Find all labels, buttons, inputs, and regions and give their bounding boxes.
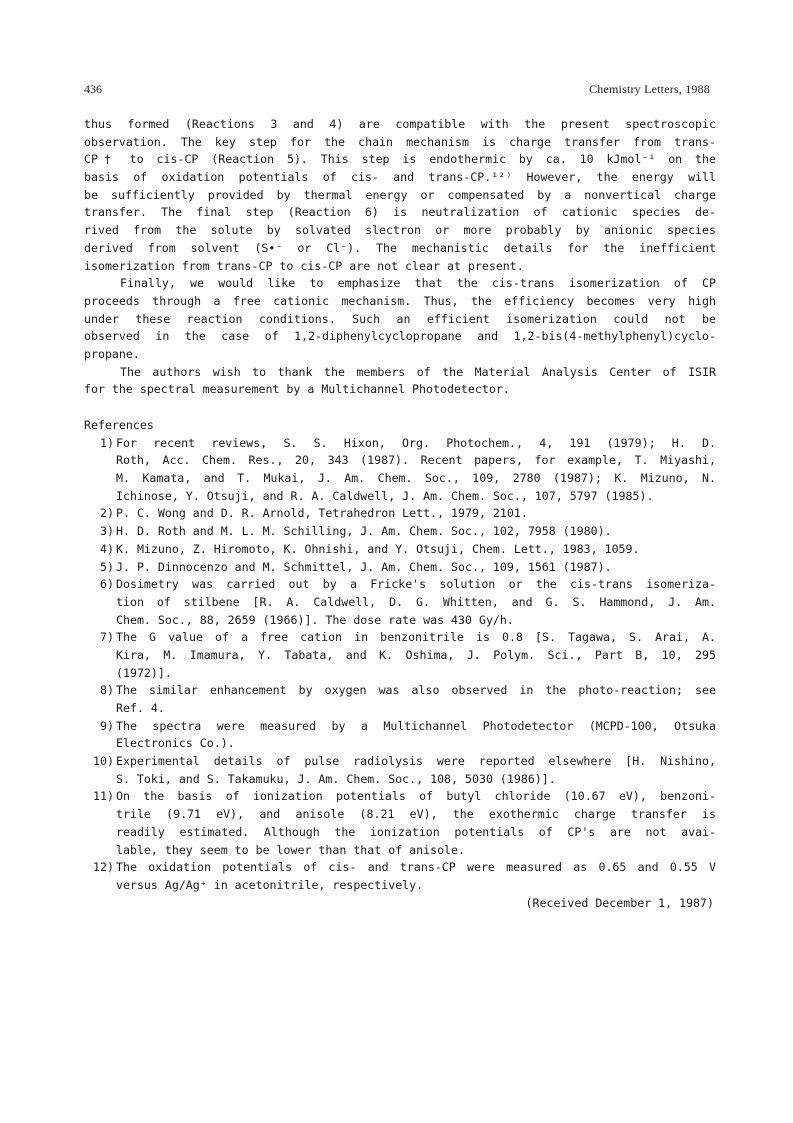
reference-item bbox=[84, 559, 716, 577]
text-line: isomerization from trans-CP to cis-CP are not clear at present. bbox=[84, 258, 524, 273]
reference-line: On the basis of ionization potentials of butyl chloride (10.67 eV), benzoni- bbox=[116, 789, 716, 804]
reference-item bbox=[84, 718, 716, 753]
references-heading: References bbox=[84, 418, 154, 432]
reference-line: Roth, Acc. Chem. Res., 20, 343 (1987). Recent papers, for example, T. Miyashi, bbox=[116, 453, 716, 468]
reference-line: J. P. Dinnocenzo and M. Schmittel, J. Am. Chem. Soc., 109, 1561 (1987). bbox=[116, 559, 612, 574]
text-line: observation. The key step for the chain mechanism is charge transfer from trans- bbox=[84, 134, 716, 149]
reference-line: Experimental details of pulse radiolysis were reported elsewhere [H. Nishino, bbox=[116, 754, 716, 769]
reference-line: The similar enhancement by oxygen was also observed in the photo-reaction; see bbox=[116, 683, 716, 698]
reference-line: M. Kamata, and T. Mukai, J. Am. Chem. Soc., 109, 2780 (1987); K. Mizuno, N. bbox=[116, 471, 716, 486]
reference-number: 7) bbox=[100, 630, 114, 645]
paragraph-conclusion bbox=[84, 275, 716, 363]
reference-item bbox=[84, 435, 716, 506]
text-line: transfer. The final step (Reaction 6) is neutralization of cationic species de- bbox=[84, 205, 716, 220]
reference-item bbox=[84, 788, 716, 859]
text-line: for the spectral measurement by a Multichannel Photodetector. bbox=[84, 382, 510, 397]
reference-item bbox=[84, 682, 716, 717]
reference-item bbox=[84, 629, 716, 682]
reference-number: 5) bbox=[100, 559, 114, 574]
reference-number: 3) bbox=[100, 524, 114, 539]
reference-item bbox=[84, 505, 716, 523]
reference-line: trile (9.71 eV), and anisole (8.21 eV), the exothermic charge transfer is bbox=[116, 807, 716, 822]
reference-line: tion of stilbene [R. A. Caldwell, D. G. Whitten, and G. S. Hammond, J. Am. bbox=[116, 594, 716, 609]
text-line: rived from the solute by solvated slectron or more probably by anionic species bbox=[84, 223, 716, 238]
reference-line: For recent reviews, S. S. Hixon, Org. Photochem., 4, 191 (1979); H. D. bbox=[116, 435, 716, 450]
reference-line: Dosimetry was carried out by a Fricke's solution or the cis-trans isomeriza- bbox=[116, 577, 716, 592]
reference-number: 10) bbox=[93, 754, 114, 769]
journal-citation: Chemistry Letters, 1988 bbox=[589, 82, 710, 96]
reference-line: readily estimated. Although the ionization potentials of CP's are not avai- bbox=[116, 824, 716, 839]
received-date: (Received December 1, 1987) bbox=[525, 895, 714, 910]
reference-line: (1972)]. bbox=[116, 665, 172, 680]
text-line: Finally, we would like to emphasize that the cis-trans isomerization of CP bbox=[120, 276, 716, 291]
reference-number: 2) bbox=[100, 506, 114, 521]
reference-item bbox=[84, 523, 716, 541]
reference-number: 6) bbox=[100, 577, 114, 592]
paragraph-acknowledgement bbox=[84, 364, 716, 399]
reference-line: H. D. Roth and M. L. M. Schilling, J. Am. Chem. Soc., 102, 7958 (1980). bbox=[116, 524, 612, 539]
reference-line: Kira, M. Imamura, Y. Tabata, and K. Oshima, J. Polym. Sci., Part B, 10, 295 bbox=[116, 647, 716, 662]
text-line: proceeds through a free cationic mechanism. Thus, the efficiency becomes very high bbox=[84, 293, 716, 308]
reference-line: Ref. 4. bbox=[116, 701, 165, 715]
reference-line: versus Ag/Ag⁺ in acetonitrile, respectively. bbox=[116, 877, 424, 892]
article-body bbox=[84, 116, 716, 912]
reference-line: The G value of a free cation in benzonitrile is 0.8 [S. Tagawa, S. Arai, A. bbox=[116, 630, 716, 645]
text-line: thus formed (Reactions 3 and 4) are compatible with the present spectroscopic bbox=[84, 117, 716, 131]
text-line: CP† to cis-CP (Reaction 5). This step is endothermic by ca. 10 kJmol⁻¹ on the bbox=[84, 152, 716, 167]
reference-line: lable, they seem to be lower than that of anisole. bbox=[116, 842, 466, 857]
reference-line: S. Toki, and S. Takamuku, J. Am. Chem. Soc., 108, 5030 (1986)]. bbox=[116, 771, 556, 786]
reference-number: 1) bbox=[100, 435, 114, 450]
reference-line: The oxidation potentials of cis- and trans-CP were measured as 0.65 and 0.55 V bbox=[116, 860, 716, 875]
section-gap bbox=[84, 399, 716, 417]
reference-item bbox=[84, 859, 716, 894]
text-line: The authors wish to thank the members of the Material Analysis Center of ISIR bbox=[120, 364, 716, 379]
text-line: be sufficiently provided by thermal energy or compensated by a nonvertical charge bbox=[84, 187, 716, 202]
reference-line: Ichinose, Y. Otsuji, and R. A. Caldwell, J. Am. Chem. Soc., 107, 5797 (1985). bbox=[116, 488, 654, 503]
reference-line: K. Mizuno, Z. Hiromoto, K. Ohnishi, and Y. Otsuji, Chem. Lett., 1983, 1059. bbox=[116, 541, 640, 556]
text-line: observed in the case of 1,2-diphenylcyclopropane and 1,2-bis(4-methylphenyl)cyclo- bbox=[84, 329, 716, 344]
reference-item bbox=[84, 541, 716, 559]
text-line: propane. bbox=[84, 346, 140, 361]
reference-item bbox=[84, 753, 716, 788]
text-line: basis of oxidation potentials of cis- and trans-CP.¹²⁾ However, the energy will bbox=[84, 170, 716, 185]
reference-number: 8) bbox=[100, 683, 114, 698]
reference-number: 9) bbox=[100, 718, 114, 733]
reference-number: 12) bbox=[93, 860, 114, 875]
reference-line: The spectra were measured by a Multichannel Photodetector (MCPD-100, Otsuka bbox=[116, 718, 716, 733]
reference-number: 4) bbox=[100, 541, 114, 556]
text-line: derived from solvent (S•⁻ or Cl⁻). The mechanistic details for the inefficient bbox=[84, 240, 716, 255]
references-list bbox=[84, 435, 716, 895]
page-header bbox=[84, 82, 710, 98]
reference-item bbox=[84, 576, 716, 629]
text-line: under these reaction conditions. Such an efficient isomerization could not be bbox=[84, 311, 716, 326]
reference-line: P. C. Wong and D. R. Arnold, Tetrahedron Lett., 1979, 2101. bbox=[116, 506, 528, 521]
reference-line: Electronics Co.). bbox=[116, 736, 235, 751]
reference-line: Chem. Soc., 88, 2659 (1966)]. The dose rate was 430 Gy/h. bbox=[116, 612, 514, 627]
reference-number: 11) bbox=[93, 789, 114, 804]
page-number: 436 bbox=[84, 82, 102, 96]
paragraph-mechanism bbox=[84, 116, 716, 275]
